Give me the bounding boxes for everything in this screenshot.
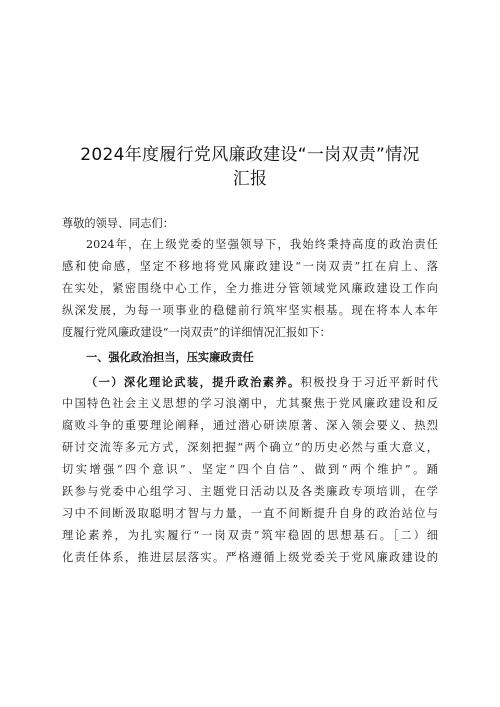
- subsection-text: 积极投身于习近平新时代: [300, 376, 438, 389]
- intro-line: 2024年，在上级党委的坚强领导下，我始终秉持高度的政治责任: [86, 238, 438, 251]
- intro-line: 在实处，紧密围绕中心工作，全力推进分管领域党风廉政建设工作向: [62, 282, 438, 295]
- body-line: 腐败斗争的重要理论阐释，通过潜心研读原著、深入领会要义、热烈: [62, 419, 438, 432]
- intro-line: 纵深发展，为每一项事业的稳健前行筑牢坚实根基。现在将本人本年: [62, 304, 438, 317]
- body-line: 理论素养，为扎实履行“一岗双责”筑牢稳固的思想基石。［二）细: [62, 529, 438, 542]
- body-line: 切实增强“四个意识”、坚定“四个自信”、做到“两个维护”。踊: [62, 463, 438, 476]
- body-line: 跃参与党委中心组学习、主题党日活动以及各类廉政专项培训，在学: [62, 485, 438, 498]
- body-line: 研讨交流等多元方式，深刻把握“两个确立”的历史必然与重大意义，: [62, 441, 438, 454]
- document-title-line1: 2024年度履行党风廉政建设“一岗双责”情况: [80, 145, 420, 165]
- intro-line: 度履行党风廉政建设“一岗双责”的详细情况汇报如下：: [62, 326, 331, 339]
- subsection-heading: （一）深化理论武装，提升政治素养。: [86, 375, 301, 389]
- body-line: 化责任体系，推进层层落实。严格遵循上级党委关于党风廉政建设的: [62, 551, 438, 564]
- salutation: 尊敬的领导、同志们：: [62, 217, 174, 230]
- body-line: 中国特色社会主义思想的学习浪潮中，尤其聚焦于党风廉政建设和反: [62, 397, 438, 410]
- intro-line: 感和使命感，坚定不移地将党风廉政建设“一岗双责”扛在肩上、落: [62, 260, 438, 273]
- body-line: 习中不间断汲取聪明才智与力量，一直不间断提升自身的政治站位与: [62, 507, 438, 520]
- document-title-line2: 汇报: [232, 169, 268, 189]
- subsection-first-line: [86, 375, 438, 390]
- section-heading: 一、强化政治担当，压实廉政责任: [86, 350, 254, 364]
